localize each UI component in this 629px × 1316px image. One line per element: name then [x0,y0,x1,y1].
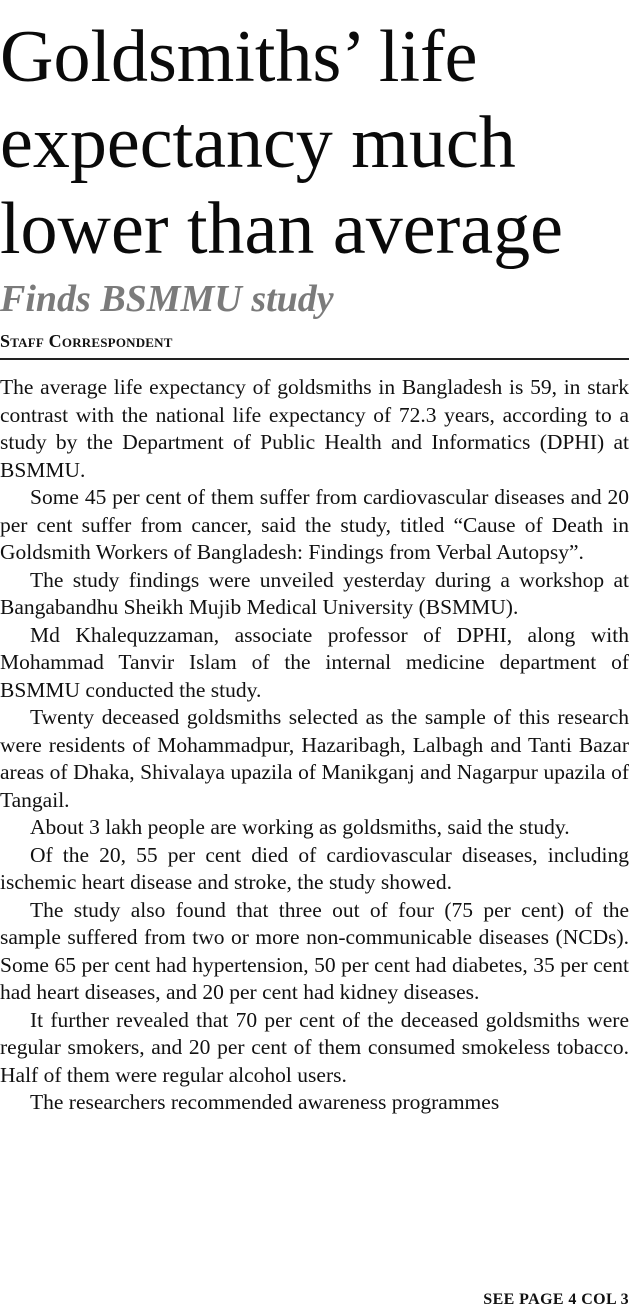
paragraph: The study also found that three out of four (75 per cent) of the sample suffered from two or more non-communicable diseases (NCDs). Some 65 per cent had hypertension, 50 per cent had diabetes, 35 per cent had heart diseases, and 20 per cent had kidney diseases. [0,897,629,1004]
paragraph: About 3 lakh people are working as goldsmiths, said the study. [30,815,570,839]
continuation-note: SEE PAGE 4 COL 3 [483,1291,629,1308]
paragraph: The average life expectancy of goldsmiths in Bangladesh is 59, in stark contrast with the national life expectancy of 72.3 years, according to a study by the Department of Public Health and Informatics (DPHI) at BSMMU. [0,375,629,482]
subheadline: Finds BSMMU study [0,278,334,320]
paragraph: The researchers recommended awareness programmes [30,1090,500,1114]
paragraph: Of the 20, 55 per cent died of cardiovascular diseases, including ischemic heart disease and stroke, the study showed. [0,842,629,894]
byline-divider [0,358,629,360]
headline: Goldsmiths’ life expectancy much lower than average [0,16,563,270]
paragraph: Some 45 per cent of them suffer from cardiovascular diseases and 20 per cent suffer from cancer, said the study, titled “Cause of Death in Goldsmith Workers of Bangladesh: Findings from Verbal Autopsy”. [0,485,629,564]
paragraph: The study findings were unveiled yesterday during a workshop at Bangabandhu Sheikh Mujib Medical University (BSMMU). [0,567,629,619]
paragraph: It further revealed that 70 per cent of the deceased goldsmiths were regular smokers, and 20 per cent of them consumed smokeless tobacco. Half of them were regular alcohol users. [0,1007,629,1087]
paragraph: Twenty deceased goldsmiths selected as the sample of this research were residents of Mohammadpur, Hazaribagh, Lalbagh and Tanti Bazar areas of Dhaka, Shivalaya upazila of Manikganj and Nagarpur upazila of Tangail. [0,705,629,812]
byline: Staff Correspondent [0,331,173,351]
paragraph: Md Khalequzzaman, associate professor of DPHI, along with Mohammad Tanvir Islam of the internal medicine department of BSMMU conducted the study. [0,622,629,702]
article-body [0,374,629,1117]
